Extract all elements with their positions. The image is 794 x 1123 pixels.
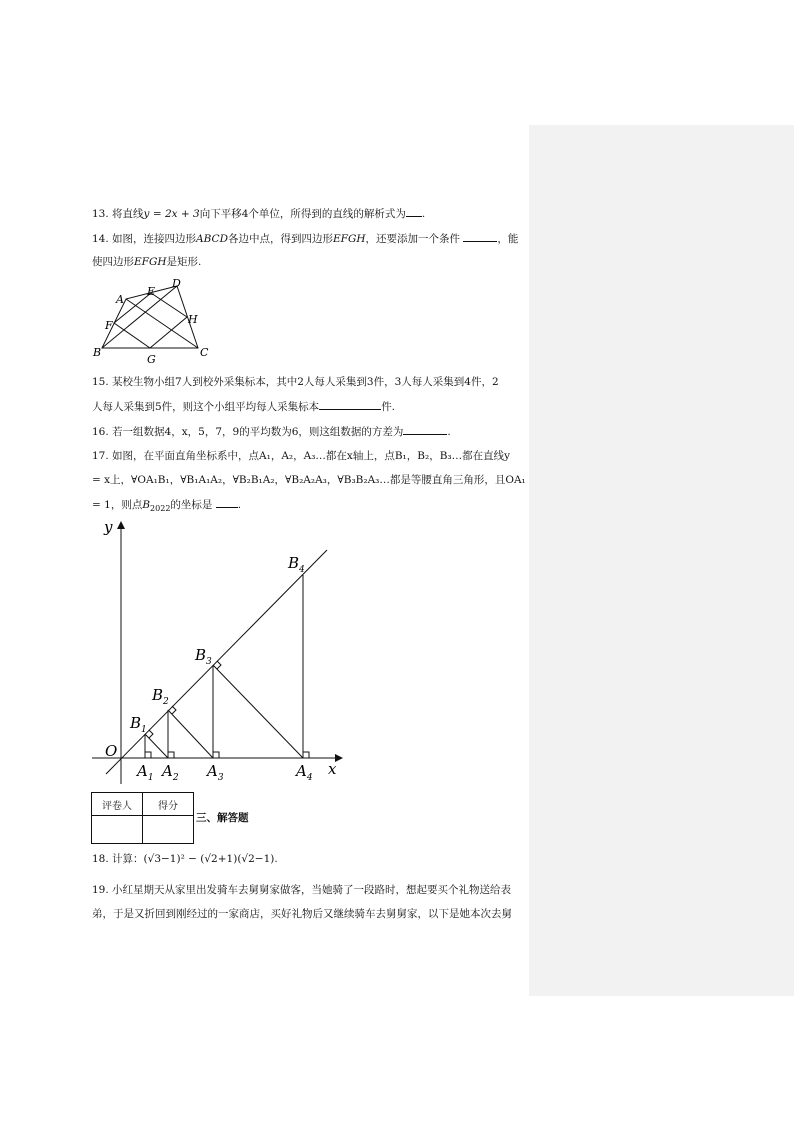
quadrilateral-figure: [90, 276, 215, 366]
label-g: G: [147, 353, 156, 366]
segment-b2-a3: [168, 710, 213, 758]
right-angle-a2: [168, 752, 174, 758]
answer-blank[interactable]: [406, 206, 422, 217]
label-a3: $A_3$: [207, 762, 224, 783]
question-19-line-2: 弟，于是又折回到刚经过的一家商店，买好礼物后又继续骑车去舅舅家，以下是她本次去舅: [92, 908, 512, 920]
label-c: C: [200, 346, 209, 359]
origin-label: O: [105, 742, 118, 760]
answer-blank[interactable]: [403, 424, 447, 435]
line-y-equals-x: [106, 550, 327, 774]
question-number: 17.: [92, 450, 109, 462]
label-b2: $B_2$: [152, 686, 169, 707]
label-d: D: [172, 277, 181, 290]
y-axis-label: y: [104, 518, 113, 536]
right-angle-a1: [145, 752, 151, 758]
question-number: 19.: [92, 884, 109, 896]
answer-blank[interactable]: [319, 399, 381, 410]
coordinate-figure: [90, 516, 355, 788]
answer-blank[interactable]: [463, 231, 497, 242]
grader-header: 评卷人: [92, 793, 143, 816]
label-b3: $B_3$: [195, 646, 212, 667]
label-a2: $A_2$: [162, 762, 179, 783]
comment-pane: [529, 125, 794, 996]
right-angle-b3: [217, 661, 221, 669]
label-b1: $B_1$: [130, 714, 147, 735]
question-15-line-1: 15. 某校生物小组7人到校外采集标本，其中2人每人采集到3件，3人每人采集到4件，2: [92, 376, 499, 388]
question-number: 16.: [92, 426, 109, 438]
answer-blank[interactable]: [216, 497, 238, 508]
label-a4: $A_4$: [296, 762, 313, 783]
question-17-line-3: = 1，则点$B_{2022}$的坐标是 .: [92, 499, 242, 514]
right-angle-a3: [213, 752, 219, 758]
segment-b1-a2: [145, 734, 168, 758]
question-19-line-1: 19. 小红星期天从家里出发骑车去舅舅家做客，当她骑了一段路时，想起要买个礼物送给表: [92, 884, 512, 896]
question-14-line-1: 14. 如图，连接四边形ABCD各边中点，得到四边形EFGH，还要添加一个条件 ，能: [92, 233, 519, 245]
score-header: 得分: [143, 793, 194, 816]
section-title: 三、解答题: [196, 812, 249, 824]
question-number: 15.: [92, 376, 109, 388]
grader-table: [91, 792, 194, 844]
question-13: 13. 将直线y = 2x + 3向下平移4个单位，所得到的直线的解析式为 .: [92, 208, 426, 220]
right-angle-b1: [149, 730, 153, 738]
label-a: A: [116, 293, 124, 306]
question-17-line-2: = x上，∀OA₁B₁，∀B₁A₁A₂，∀B₂B₁A₂，∀B₂A₂A₃，∀B₃B₂A₃…都是等腰直角三角形，且OA₁: [92, 474, 526, 486]
label-b: B: [93, 346, 102, 359]
question-number: 14.: [92, 233, 109, 245]
question-17-line-1: 17. 如图，在平面直角坐标系中，点A₁，A₂，A₃…都在x轴上，点B₁，B₂，B₃…都在直线y: [92, 450, 511, 462]
question-number: 18.: [92, 853, 109, 865]
label-e: E: [147, 285, 156, 298]
right-angle-a4: [303, 752, 309, 758]
question-14-line-2: 使四边形EFGH是矩形.: [92, 256, 202, 268]
question-16: 16. 若一组数据4，x，5，7，9的平均数为6，则这组数据的方差为 .: [92, 426, 451, 438]
x-axis-label: x: [328, 760, 337, 778]
label-b4: $B_4$: [288, 554, 305, 575]
label-f: F: [105, 319, 113, 332]
label-h: H: [188, 313, 198, 326]
score-cell[interactable]: [143, 816, 194, 844]
question-18: 18. 计算：(√3−1)² − (√2+1)(√2−1).: [92, 853, 278, 865]
grader-cell[interactable]: [92, 816, 143, 844]
segment-b3-a4: [213, 665, 303, 758]
question-number: 13.: [92, 208, 109, 220]
label-a1: $A_1$: [137, 762, 154, 783]
right-angle-b2: [172, 706, 176, 714]
equation: y = 2x + 3: [143, 208, 200, 220]
expression: (√3−1)² − (√2+1)(√2−1): [143, 853, 275, 865]
question-15-line-2: 人每人采集到5件，则这个小组平均每人采集标本 件.: [92, 401, 396, 413]
